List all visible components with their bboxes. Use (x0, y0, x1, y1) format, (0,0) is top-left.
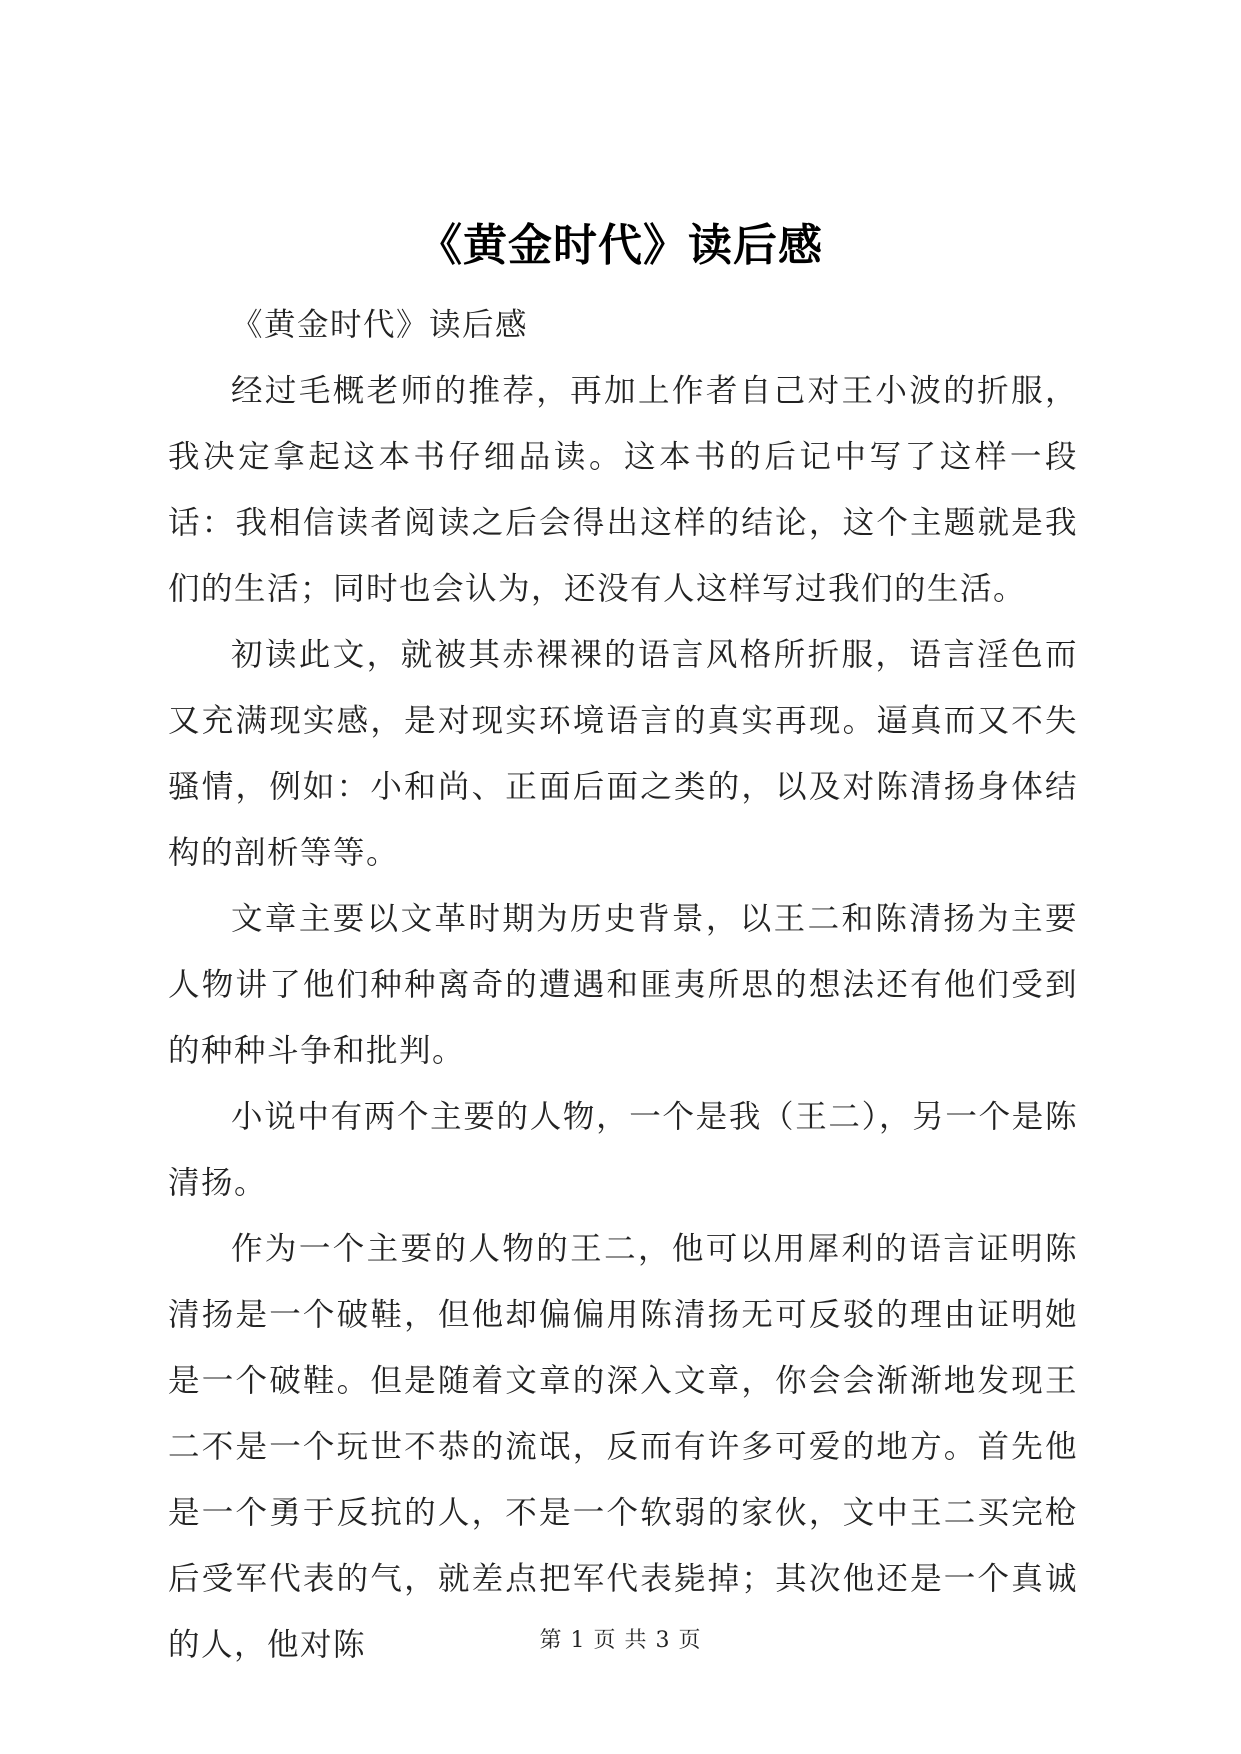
document-body (168, 292, 1078, 1678)
paragraph: 经过毛概老师的推荐，再加上作者自己对王小波的折服，我决定拿起这本书仔细品读。这本书的后记中写了这样一段话：我相信读者阅读之后会得出这样的结论，这个主题就是我们的生活；同时也会认为，还没有人这样写过我们的生活。 (168, 373, 1078, 607)
paragraph: 文章主要以文革时期为历史背景，以王二和陈清扬为主要人物讲了他们种种离奇的遭遇和匪夷所思的想法还有他们受到的种种斗争和批判。 (168, 901, 1078, 1069)
page-number-footer: 第 1 页 共 3 页 (539, 1628, 702, 1653)
paragraph: 小说中有两个主要的人物，一个是我（王二），另一个是陈清扬。 (168, 1099, 1078, 1201)
paragraph: 初读此文，就被其赤裸裸的语言风格所折服，语言淫色而又充满现实感，是对现实环境语言的真实再现。逼真而又不失骚情，例如：小和尚、正面后面之类的，以及对陈清扬身体结构的剖析等等。 (168, 637, 1078, 871)
paragraph: 作为一个主要的人物的王二，他可以用犀利的语言证明陈清扬是一个破鞋，但他却偏偏用陈清扬无可反驳的理由证明她是一个破鞋。但是随着文章的深入文章，你会会渐渐地发现王二不是一个玩世不恭的流氓，反而有许多可爱的地方。首先他是一个勇于反抗的人，不是一个软弱的家伙，文中王二买完枪后受军代表的气，就差点把军代表毙掉；其次他还是一个真诚的人，他对陈 (168, 1231, 1078, 1663)
document-title: 《黄金时代》读后感 (418, 220, 823, 271)
paragraph: 《黄金时代》读后感 (231, 307, 529, 343)
